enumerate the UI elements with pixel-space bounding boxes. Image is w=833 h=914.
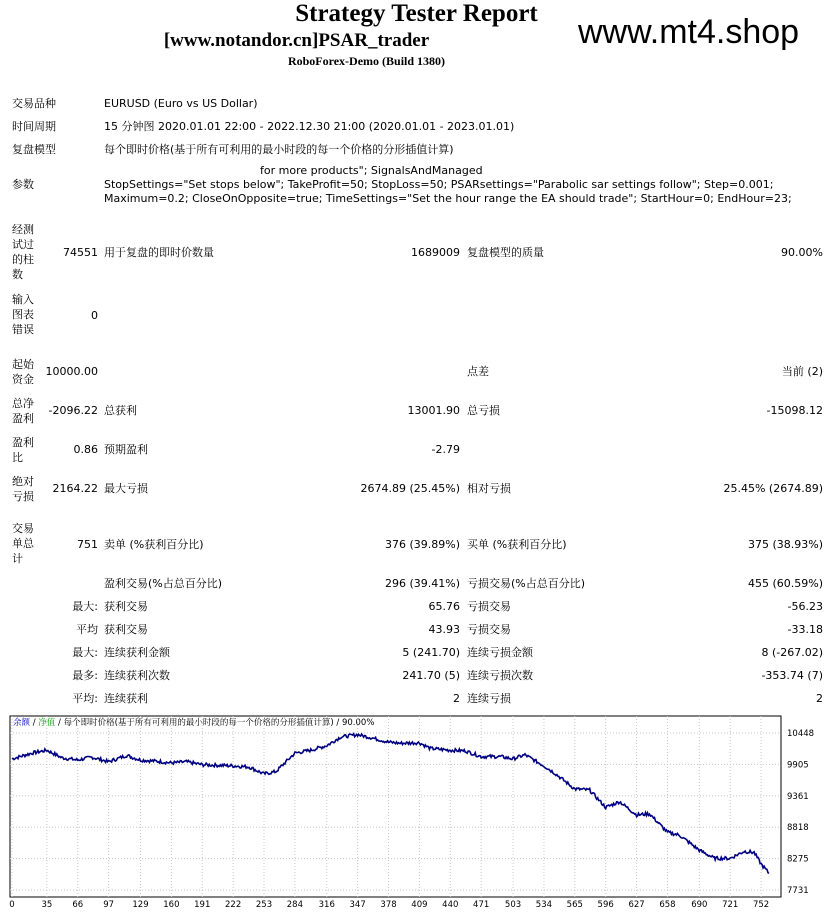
avg-profit-value: 43.93: [428, 623, 460, 636]
balance-chart: [0, 713, 833, 913]
deposit-value: 10000.00: [45, 365, 98, 378]
max-consec-loss-label: 连续亏损次数: [467, 669, 533, 682]
watermark-text: www.mt4.shop: [578, 13, 800, 51]
long-value: 375 (38.93%): [747, 538, 823, 551]
y-tick-label: 9905: [787, 760, 809, 771]
avg-consec-wins-label: 连续获利: [104, 692, 148, 705]
max-consec-losses-label: 连续亏损金额: [467, 646, 533, 659]
grossprofit-value: 13001.90: [407, 404, 460, 417]
grossloss-label: 总亏损: [467, 404, 500, 417]
netprofit-value: -2096.22: [48, 404, 98, 417]
loss-trades-value: 455 (60.59%): [747, 577, 823, 590]
y-tick-label: 9361: [787, 791, 809, 802]
params-line-2: StopSettings="Set stops below"; TakeProfit=50; StopLoss=50; PSARsettings="Parabolic sar settings follow"; Step=0.001;: [104, 178, 774, 191]
x-tick-label: 222: [225, 900, 242, 910]
x-tick-label: 316: [318, 900, 335, 910]
absdd-label: 绝对亏损: [12, 475, 34, 503]
x-tick-label: 97: [103, 900, 115, 910]
largest-profit-label: 获利交易: [104, 600, 148, 613]
report-title: Strategy Tester Report: [295, 0, 538, 27]
most-prefix: 最多:: [72, 669, 98, 682]
x-tick-label: 160: [163, 900, 180, 910]
x-tick-label: 378: [380, 900, 397, 910]
maxdd-label: 最大亏损: [104, 482, 148, 495]
params-line-3: Maximum=0.2; CloseOnOpposite=true; TimeSettings="Set the hour range the EA should trade"; StartHour=0; EndHour=23;: [104, 192, 792, 205]
y-tick-label: 8275: [787, 854, 809, 865]
max-consec-wins-value: 5 (241.70): [402, 646, 460, 659]
avg-consec-wins-value: 2: [453, 692, 460, 705]
y-axis-ticks: [787, 729, 814, 896]
period-value: 15 分钟图 2020.01.01 22:00 - 2022.12.30 21:00 (2020.01.01 - 2023.01.01): [104, 120, 515, 133]
y-tick-label: 7731: [787, 886, 809, 896]
profit-trades-value: 296 (39.41%): [384, 577, 460, 590]
profit-trades-label: 盈利交易(%占总百分比): [104, 577, 223, 590]
x-tick-label: 440: [442, 900, 459, 910]
expected-label: 预期盈利: [104, 443, 148, 456]
x-tick-label: 409: [411, 900, 428, 910]
symbol-value: EURUSD (Euro vs US Dollar): [104, 97, 258, 110]
model-value: 每个即时价格(基于所有可利用的最小时段的每一个价格的分形插值计算): [104, 143, 454, 156]
short-value: 376 (39.89%): [384, 538, 460, 551]
x-tick-label: 284: [286, 900, 304, 910]
report-subtitle: [www.notandor.cn]PSAR_trader: [163, 30, 430, 51]
max-consec-losses-value: 8 (-267.02): [761, 646, 823, 659]
netprofit-label: 总净盈利: [12, 397, 34, 425]
pf-label: 盈利比: [12, 436, 34, 464]
y-tick-label: 8818: [787, 823, 809, 834]
x-tick-label: 35: [41, 900, 53, 910]
pf-value: 0.86: [73, 443, 98, 456]
x-tick-label: 690: [691, 900, 708, 910]
grossprofit-label: 总获利: [104, 404, 137, 417]
x-tick-label: 253: [255, 900, 273, 910]
spread-label: 点差: [467, 365, 489, 378]
largest-loss-value: -56.23: [787, 600, 823, 613]
trades-value: 751: [77, 538, 98, 551]
max-consec-profit-label: 连续获利次数: [104, 669, 170, 682]
legend-equity: 净值: [38, 718, 56, 728]
spread-value: 当前 (2): [781, 365, 823, 378]
avg-consec-prefix: 平均:: [72, 692, 98, 705]
reldd-label: 相对亏损: [467, 482, 511, 495]
largest-profit-value: 65.76: [428, 600, 460, 613]
x-tick-label: 191: [194, 900, 211, 910]
deposit-label: 起始资金: [12, 358, 34, 386]
x-axis-ticks: [9, 900, 769, 910]
x-tick-label: 347: [349, 900, 366, 910]
maxdd-value: 2674.89 (25.45%): [360, 482, 460, 495]
x-tick-label: 503: [504, 900, 522, 910]
maximum-prefix: 最大:: [72, 646, 98, 659]
x-tick-label: 0: [9, 900, 15, 910]
bars-label: 经测试过的柱数: [12, 223, 34, 281]
x-tick-label: 658: [659, 900, 676, 910]
loss-trades-label: 亏损交易(%占总百分比): [467, 577, 586, 590]
params-line-1: for more products"; SignalsAndManaged: [260, 164, 483, 177]
absdd-value: 2164.22: [52, 482, 98, 495]
short-label: 卖单 (%获利百分比): [104, 538, 204, 551]
average-prefix: 平均: [76, 623, 98, 636]
ticks-label: 用于复盘的即时价数量: [104, 246, 214, 259]
largest-prefix: 最大:: [72, 600, 98, 613]
params-label: 参数: [12, 178, 34, 191]
max-consec-loss-value: -353.74 (7): [761, 669, 823, 682]
x-tick-label: 66: [72, 900, 84, 910]
x-tick-label: 129: [132, 900, 149, 910]
x-tick-label: 627: [628, 900, 645, 910]
avg-profit-label: 获利交易: [104, 623, 148, 636]
legend-rest: / 每个即时价格(基于所有可利用的最小时段的每一个价格的分形插值计算) / 90.00%: [55, 718, 375, 728]
avg-consec-losses-value: 2: [816, 692, 823, 705]
expected-value: -2.79: [431, 443, 460, 456]
x-tick-label: 534: [535, 900, 553, 910]
largest-loss-label: 亏损交易: [467, 600, 511, 613]
x-tick-label: 752: [752, 900, 770, 910]
max-consec-wins-label: 连续获利金额: [104, 646, 170, 659]
period-label: 时间周期: [12, 120, 56, 133]
symbol-label: 交易品种: [12, 97, 56, 110]
y-tick-label: 10448: [787, 729, 815, 739]
errors-label: 输入图表错误: [12, 293, 34, 336]
grossloss-value: -15098.12: [766, 404, 823, 417]
x-tick-label: 565: [566, 900, 583, 910]
avg-consec-losses-label: 连续亏损: [467, 692, 511, 705]
chart-legend: 余额 / 净值 / 每个即时价格(基于所有可利用的最小时段的每一个价格的分形插值计算) / 90.00%: [13, 718, 375, 728]
legend-balance: 余额: [13, 718, 31, 728]
server-info: RoboForex-Demo (Build 1380): [287, 54, 446, 68]
avg-loss-label: 亏损交易: [467, 623, 511, 636]
quality-label: 复盘模型的质量: [467, 246, 544, 259]
model-label: 复盘模型: [12, 143, 56, 156]
x-tick-label: 471: [473, 900, 490, 910]
quality-value: 90.00%: [781, 246, 823, 259]
long-label: 买单 (%获利百分比): [467, 538, 567, 551]
bars-value: 74551: [63, 246, 98, 259]
trades-label: 交易单总计: [12, 522, 34, 565]
reldd-value: 25.45% (2674.89): [723, 482, 823, 495]
max-consec-profit-value: 241.70 (5): [402, 669, 460, 682]
x-tick-label: 721: [722, 900, 739, 910]
avg-loss-value: -33.18: [787, 623, 823, 636]
ticks-value: 1689009: [411, 246, 460, 259]
errors-value: 0: [91, 309, 98, 322]
x-tick-label: 596: [597, 900, 614, 910]
